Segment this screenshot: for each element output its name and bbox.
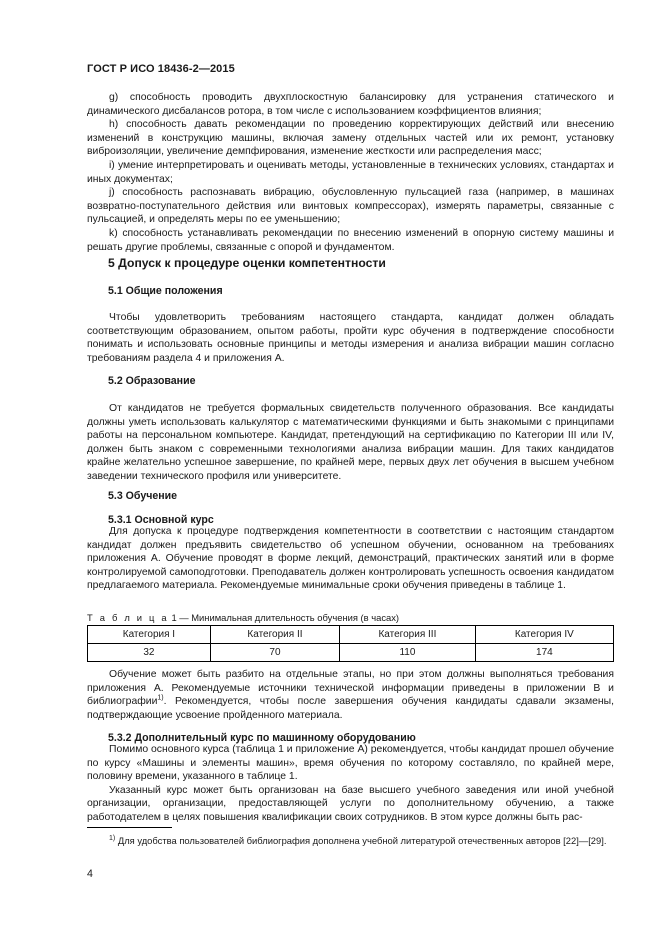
list-item: j) способность распознавать вибрацию, обусловленную пульсацией газа (например, в машинах возвратно-поступательного действия или винтовых компрессорах), измерять параметры, связанные с пульсацией, и определять меры по ее уменьшению; — [87, 187, 614, 226]
footnote-reference[interactable]: 1) — [157, 694, 164, 702]
section-5-3-2-body — [87, 743, 614, 825]
table-cell: 174 — [475, 644, 613, 662]
footnote-text: Для удобства пользователей библиография дополнена учебной литературой отечественных авторов [22]—[29]. — [115, 835, 607, 846]
table-caption-text: 1 — Минимальная длительность обучения (в часах) — [168, 612, 400, 623]
paragraph — [87, 668, 614, 722]
table-header-cell: Категория III — [340, 626, 476, 644]
table-cell: 32 — [88, 644, 211, 662]
paragraph-text: . Рекомендуется, чтобы после завершения обучения кандидаты сдавали экзамены, подтверждающие усвоение пройденного материала. — [87, 696, 614, 721]
section-5-title: 5 Допуск к процедуре оценки компетентности — [108, 256, 386, 270]
intro-list — [87, 91, 614, 254]
section-5-3-1-body — [87, 525, 614, 593]
after-table-body — [87, 668, 614, 722]
list-item: g) способность проводить двухплоскостную балансировку для устранения статического и динамического дисбалансов ротора, в том числе с использованием коэффициентов влияния; — [87, 92, 614, 117]
table-header-cell: Категория IV — [475, 626, 613, 644]
section-5-3-1-title: 5.3.1 Основной курс — [108, 514, 214, 526]
table-row — [88, 644, 614, 662]
page-number: 4 — [87, 868, 93, 880]
table-header-cell: Категория II — [210, 626, 339, 644]
table-caption-label: Т а б л и ц а — [87, 612, 169, 623]
footnote-divider — [87, 827, 172, 828]
table-caption — [87, 611, 399, 625]
paragraph: Для допуска к процедуре подтверждения компетентности в соответствии с настоящим стандартом кандидат должен предъявить свидетельство об успешном обучении, основанном на требованиях приложения А. Обучение проводят в форме лекций, демонстраций, практических занятий или в форме контролируемой самоподготовки. Преподаватель должен контролировать успешность освоения кандидатом предлагаемого материала. Рекомендуемые минимальные сроки обучения приведены в таблице 1. — [87, 526, 614, 592]
standard-code-header: ГОСТ Р ИСО 18436-2—2015 — [87, 63, 235, 75]
section-5-2-title: 5.2 Образование — [108, 375, 196, 387]
paragraph: От кандидатов не требуется формальных свидетельств полученного образования. Все кандидаты должны уметь использовать калькулятор с математическими функциями и быть знакомыми с принципами работы на персональном компьютере. Кандидат, претендующий на сертификацию по Категории III или IV, должен быть знаком с современными технологиями анализа вибрации машин. Для таких кандидатов крайне желательно успешное завершение, по крайней мере, первых двух лет обучения в высшем учебном заведении технического профиля или университете. — [87, 403, 614, 482]
list-item: h) способность давать рекомендации по проведению корректирующих действий или внесению изменений в конструкцию машины, включая замену отдельных частей или их ремонт, установку виброизоляции, увеличение демпфирования, изменение жесткости или распределения масс; — [87, 119, 614, 158]
footnote — [87, 834, 614, 847]
section-5-3-2-title: 5.3.2 Дополнительный курс по машинному оборудованию — [108, 732, 416, 744]
section-5-2-body — [87, 402, 614, 484]
paragraph: Чтобы удовлетворить требованиям настоящего стандарта, кандидат должен обладать соответствующим образованием, опытом работы, пройти курс обучения в подтверждение способности понимать и использовать основные принципы и методы измерения и анализа вибрации машин согласно требованиям раздела 4 и приложения А. — [87, 312, 614, 364]
table-cell: 110 — [340, 644, 476, 662]
paragraph-text: Обучение может быть разбито на отдельные этапы, но при этом должны выполняться требования приложения А. Рекомендуемые источники технической информации приведены в приложении В и библиографии — [87, 669, 614, 708]
section-5-3-title: 5.3 Обучение — [108, 490, 178, 502]
table-header-row — [88, 626, 614, 644]
footnote-marker: 1) — [109, 834, 116, 842]
table-header-cell: Категория I — [88, 626, 211, 644]
training-duration-table — [87, 625, 614, 662]
section-5-1-title: 5.1 Общие положения — [108, 285, 223, 297]
section-5-1-body — [87, 311, 614, 365]
list-item: k) способность устанавливать рекомендации по внесению изменений в опорную систему машины и решать другие проблемы, связанные с опорой и фундаментом. — [87, 227, 614, 253]
table-cell: 70 — [210, 644, 339, 662]
paragraph: Помимо основного курса (таблица 1 и приложение А) рекомендуется, чтобы кандидат прошел обучение по курсу «Машины и элементы машин», время обучения по которому составляло, по крайней мере, половину времени, указанного в таблице 1. — [87, 744, 614, 783]
list-item: i) умение интерпретировать и оценивать методы, установленные в технических условиях, стандартах и иных документах; — [87, 159, 614, 185]
paragraph: Указанный курс может быть организован на базе высшего учебного заведения или иной учебной организации, организации, предоставляющей услуги по дополнительному обучению, а также работодателем в целях повышения квалификации своих сотрудников. В этом курсе должны быть рас- — [87, 784, 614, 823]
